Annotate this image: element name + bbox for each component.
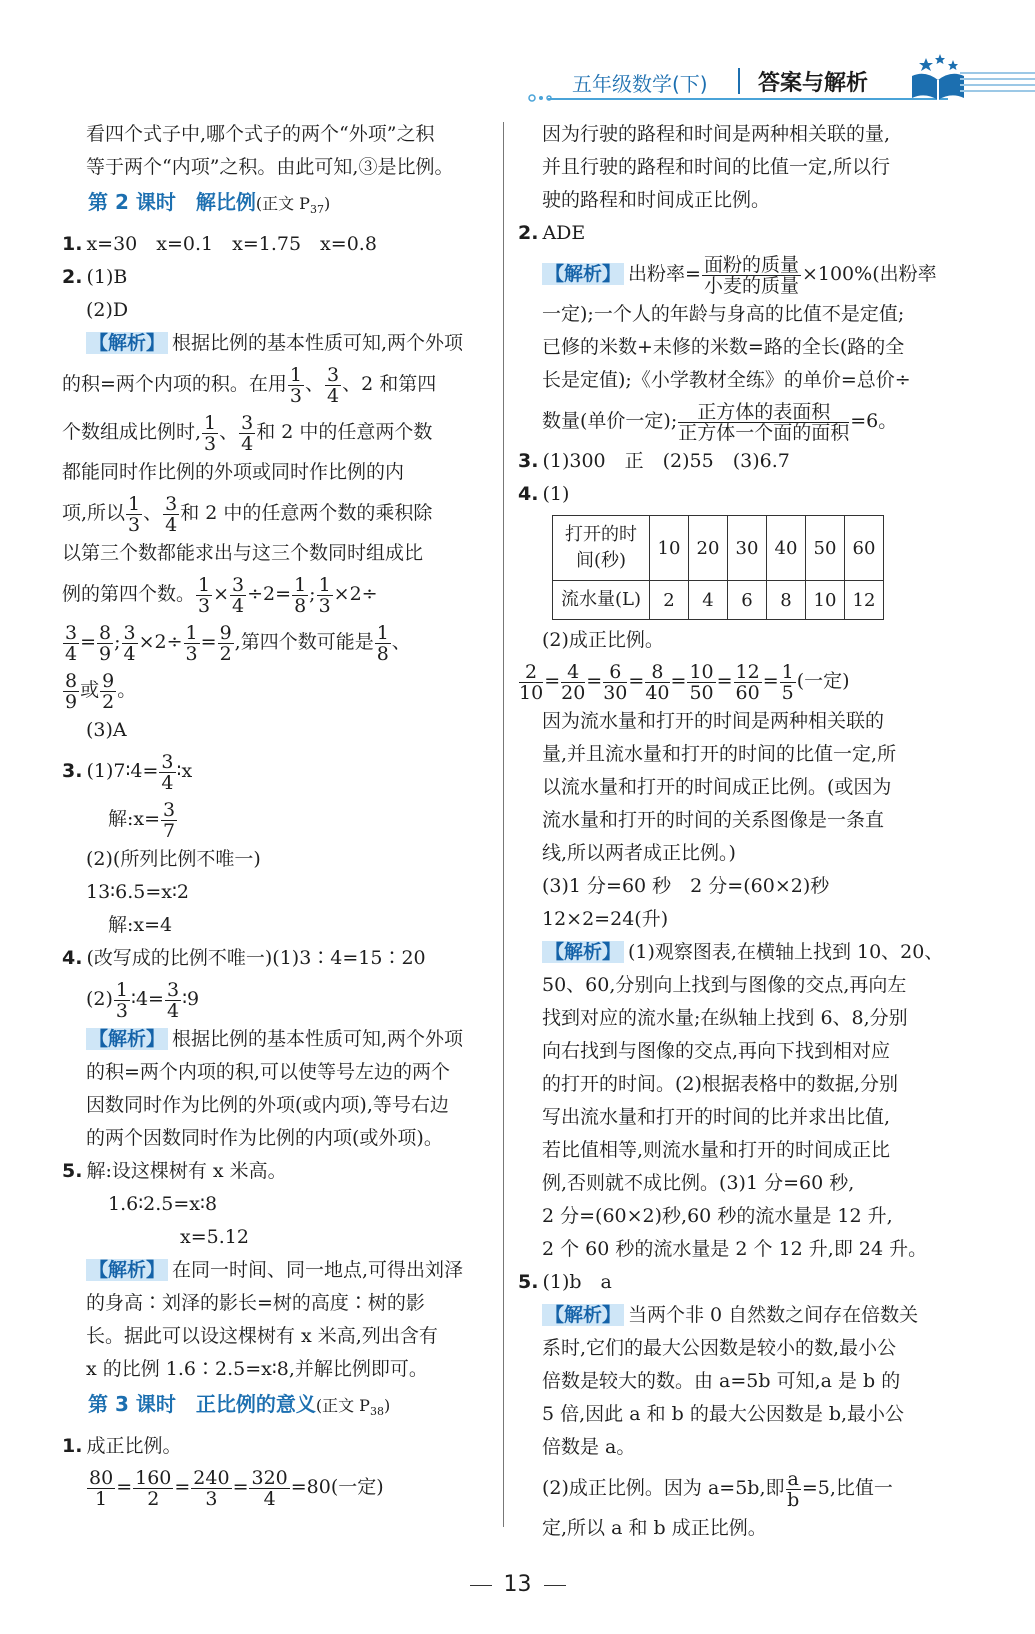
explanation-line: 【解析】 根据比例的基本性质可知,两个外项	[62, 327, 492, 360]
explanation-line: 【解析】 出粉率= $\frac{\text{面粉的质量}}{\text{小麦的质量}}$ ×100%(出粉率	[518, 250, 963, 298]
left-column	[62, 118, 492, 1511]
analysis-tag: 【解析】	[542, 941, 624, 963]
answer-line: 解:x= $\frac{3}{7}$	[108, 798, 176, 842]
answer-line: (3)A	[86, 719, 127, 742]
answer-line: (3)1 分=60 秒 2 分=(60×2)秒	[542, 875, 830, 897]
explanation-line: 一定);一个人的年龄与身高的比值不是定值;	[542, 303, 905, 325]
explanation-line: 的积=两个内项的积,可以使等号左边的两个	[86, 1061, 450, 1084]
table-cell: 8	[767, 581, 806, 620]
answer-line: 以流水量和打开的时间成正比例。(或因为	[542, 776, 892, 798]
analysis-tag: 【解析】	[86, 1259, 168, 1281]
explanation-line: 长是定值);《小学教材全练》的单价=总价÷	[542, 369, 911, 391]
table-cell: 6	[728, 581, 767, 620]
explanation-line: 50、60,分别向上找到与图像的交点,再向左	[542, 974, 907, 996]
answer-line: 因为流水量和打开的时间是两种相关联的	[542, 710, 885, 732]
analysis-tag: 【解析】	[542, 1304, 624, 1326]
answer-line: $\frac{80}{1}$ = $\frac{160}{2}$ = $\frac{240}{3}$ = $\frac{320}{4}$ =80(一定)	[89, 1466, 384, 1510]
answer-line: 并且行驶的路程和时间的比值一定,所以行	[542, 156, 891, 178]
table-cell: 2	[650, 581, 689, 620]
answer-line: 线,所以两者成正比例。)	[542, 842, 736, 864]
table-cell: 20	[689, 516, 728, 581]
intro-line: 等于两个“内项”之积。由此可知,③是比例。	[86, 156, 454, 178]
open-book-icon	[908, 52, 968, 102]
explanation-line: 因数同时作为比例的外项(或内项),等号右边	[86, 1094, 449, 1117]
explanation-line: 2 分=(60×2)秒,60 秒的流水量是 12 升,	[542, 1205, 893, 1227]
answer-line: 13∶6.5=x∶2	[86, 881, 190, 904]
right-column	[518, 118, 963, 1545]
question-3: 3. (1)7∶4= $\frac{3}{4}$ ∶x	[62, 750, 193, 794]
table-header-cell: 打开的时间(秒)	[553, 516, 650, 581]
analysis-tag: 【解析】	[86, 1028, 168, 1050]
header-rule	[548, 98, 948, 100]
answer-line: 解:x=4	[108, 914, 173, 937]
answer-line: 流水量和打开的时间的关系图像是一条直	[542, 809, 885, 831]
explanation-line: 写出流水量和打开的时间的比并求出比值,	[542, 1106, 891, 1128]
table-cell: 30	[728, 516, 767, 581]
question-4: 4. (1)	[518, 483, 570, 505]
answer-line: 12×2=24(升)	[542, 908, 669, 930]
table-cell: 10	[650, 516, 689, 581]
answer-line: 因为行驶的路程和时间是两种相关联的量,	[542, 123, 891, 145]
table-cell: 12	[845, 581, 884, 620]
explanation-line: 【解析】 (1)观察图表,在横轴上找到 10、20、	[518, 936, 963, 969]
explanation-line: 已修的米数+未修的米数=路的全长(路的全	[542, 336, 905, 358]
explanation-line: 向右找到与图像的交点,再向下找到相对应	[542, 1040, 891, 1062]
header-title: 答案与解析	[758, 71, 869, 96]
explanation-line: 项,所以 $\frac{1}{3}$ 、 $\frac{3}{4}$ 和 2 中的任意两个数的乘积除	[62, 492, 433, 536]
explanation-line: 【解析】 当两个非 0 自然数之间存在倍数关	[518, 1299, 963, 1332]
explanation-line: $\frac{8}{9}$ 或 $\frac{9}{2}$ 。	[65, 669, 137, 713]
answer-line: (2)(所列比例不唯一)	[86, 848, 261, 871]
explanation-line: 系时,它们的最大公因数是较小的数,最小公	[542, 1337, 897, 1359]
section-heading-2: 第 2 课时 解比例(正文 $P_{37}$)	[88, 190, 331, 217]
header-stripes	[960, 72, 1035, 96]
explanation-line: $\frac{3}{4}$ = $\frac{8}{9}$ ; $\frac{3}{4}$ ×2÷ $\frac{1}{3}$ = $\frac{9}{2}$ ,第四个数可能是 $\frac{1}{8}$ 、	[65, 621, 411, 665]
table-cell: 4	[689, 581, 728, 620]
explanation-line: 的打开的时间。(2)根据表格中的数据,分别	[542, 1073, 898, 1095]
page-header	[520, 52, 990, 112]
question-2: 2. (1)B	[62, 266, 128, 289]
answer-line: 定,所以 a 和 b 成正比例。	[542, 1517, 767, 1539]
section-heading-3: 第 3 课时 正比例的意义(正文 $P_{38}$)	[88, 1392, 391, 1419]
explanation-line: 个数组成比例时, $\frac{1}{3}$ 、 $\frac{3}{4}$ 和 2 中的任意两个数	[62, 411, 433, 455]
page-number: 13	[0, 1572, 1035, 1597]
answer-line: (2)成正比例。因为 a=5b,即 $\frac{a}{b}$ =5,比值一	[542, 1467, 893, 1511]
question-4: 4. (改写成的比例不唯一)(1)3∶4=15∶20	[62, 947, 426, 970]
explanation-line: 【解析】 在同一时间、同一地点,可得出刘泽	[62, 1254, 492, 1287]
answer-line: (2) $\frac{1}{3}$ ∶4= $\frac{3}{4}$ ∶9	[86, 978, 200, 1022]
s3-question-1: 1. 成正比例。	[62, 1435, 182, 1458]
explanation-line: 倍数是较大的数。由 a=5b 可知,a 是 b 的	[542, 1370, 901, 1392]
header-grade: 五年级数学(下)	[572, 72, 708, 96]
explanation-line: 倍数是 a。	[542, 1436, 636, 1458]
explanation-line: 的积=两个内项的积。在用 $\frac{1}{3}$ 、 $\frac{3}{4}$ 、2 和第四	[62, 363, 437, 407]
answer-line: 驶的路程和时间成正比例。	[542, 189, 771, 211]
table-row	[553, 581, 884, 620]
column-divider	[503, 122, 504, 1527]
table-cell: 40	[767, 516, 806, 581]
flow-table	[552, 515, 884, 620]
answer-line: 1.6∶2.5=x∶8	[108, 1193, 218, 1216]
question-5: 5. (1)b a	[518, 1271, 612, 1293]
header-separator	[738, 68, 740, 94]
explanation-line: 长。据此可以设这棵树有 x 米高,列出含有	[86, 1325, 438, 1348]
answer-line: (2)D	[86, 299, 129, 322]
explanation-line: 例,否则就不成比例。(3)1 分=60 秒,	[542, 1172, 855, 1194]
explanation-line: 5 倍,因此 a 和 b 的最大公因数是 b,最小公	[542, 1403, 905, 1425]
explanation-line: 例的第四个数。 $\frac{1}{3}$ × $\frac{3}{4}$ ÷2= $\frac{1}{8}$ ; $\frac{1}{3}$ ×2÷	[62, 573, 378, 617]
table-row	[553, 516, 884, 581]
question-2: 2. ADE	[518, 222, 586, 244]
table-header-cell: 流水量(L)	[553, 581, 650, 620]
question-3: 3. (1)300 正 (2)55 (3)6.7	[518, 450, 790, 472]
explanation-line: 的两个因数同时作为比例的内项(或外项)。	[86, 1127, 443, 1150]
explanation-line: 都能同时作比例的外项或同时作比例的内	[62, 461, 405, 484]
explanation-line: 的身高∶刘泽的影长=树的高度∶树的影	[86, 1292, 425, 1315]
explanation-line: 2 个 60 秒的流水量是 2 个 12 升,即 24 升。	[542, 1238, 928, 1260]
explanation-line: 若比值相等,则流水量和打开的时间成正比	[542, 1139, 891, 1161]
answer-line: 量,并且流水量和打开的时间的比值一定,所	[542, 743, 897, 765]
explanation-line: x 的比例 1.6∶2.5=x∶8,并解比例即可。	[86, 1358, 428, 1381]
answer-line: x=5.12	[180, 1226, 249, 1249]
table-cell: 10	[806, 581, 845, 620]
table-cell: 50	[806, 516, 845, 581]
question-5: 5. 解:设这棵树有 x 米高。	[62, 1160, 287, 1183]
answer-line: (2)成正比例。	[542, 629, 664, 651]
intro-line: 看四个式子中,哪个式子的两个“外项”之积	[86, 123, 435, 145]
answer-line: $\frac{2}{10}$ = $\frac{4}{20}$ = $\frac{6}{30}$ = $\frac{8}{40}$ = $\frac{10}{50}$ = $\frac{12}{60}$ = $\frac{1}{5}$ (一定)	[519, 660, 850, 704]
explanation-line: 找到对应的流水量;在纵轴上找到 6、8,分别	[542, 1007, 908, 1029]
analysis-tag: 【解析】	[86, 332, 168, 354]
explanation-line: 数量(单价一定); $\frac{\text{正方体的表面积}}{\text{正方体一个面的面积}}$ =6。	[542, 400, 898, 444]
analysis-tag: 【解析】	[542, 263, 624, 285]
explanation-line: 【解析】 根据比例的基本性质可知,两个外项	[62, 1023, 492, 1056]
table-cell: 60	[845, 516, 884, 581]
explanation-line: 以第三个数都能求出与这三个数同时组成比	[62, 542, 424, 565]
question-1: 1. x=30 x=0.1 x=1.75 x=0.8	[62, 233, 377, 256]
